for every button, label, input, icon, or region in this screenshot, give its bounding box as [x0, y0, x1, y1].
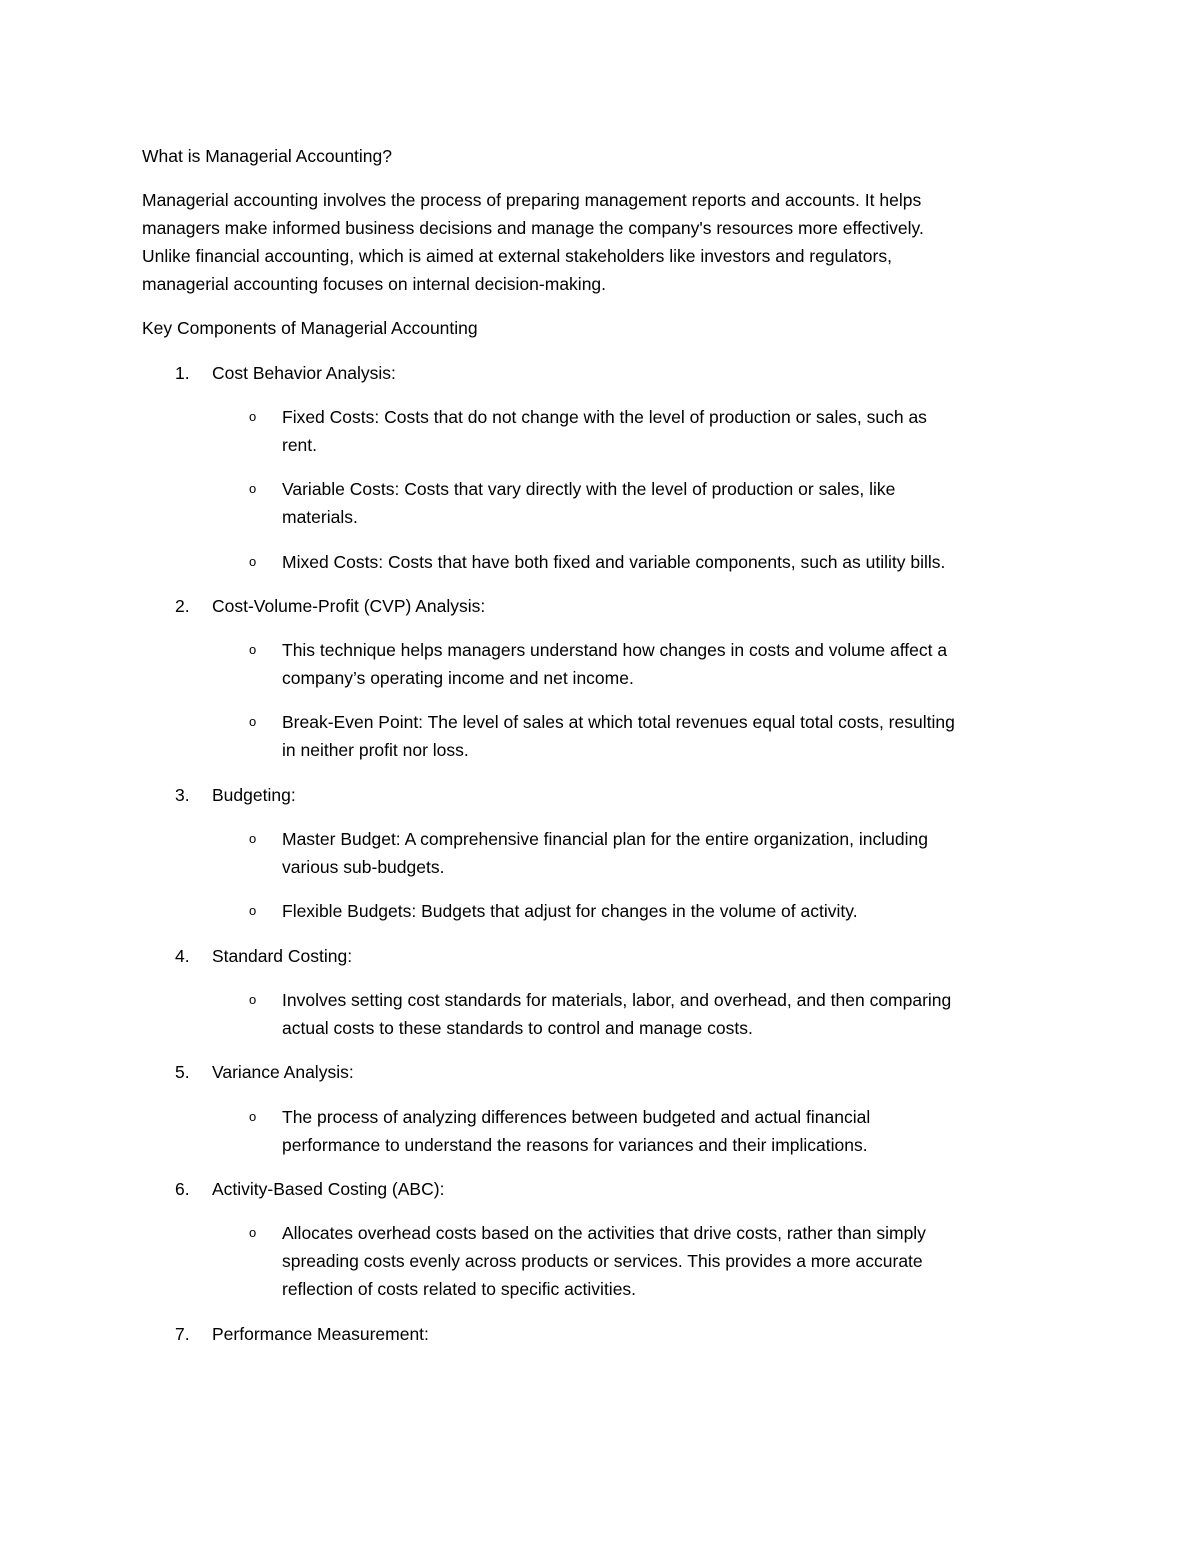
list-number: 7. — [175, 1324, 190, 1344]
sub-item-line: Mixed Costs: Costs that have both fixed and variable components, such as utility bills. — [282, 552, 946, 572]
sub-item-line: performance to understand the reasons for variances and their implications. — [282, 1135, 868, 1155]
list-number: 5. — [175, 1062, 190, 1082]
list-number: 4. — [175, 946, 190, 966]
list-item-label: Cost Behavior Analysis: — [212, 363, 396, 383]
bullet-icon: o — [249, 714, 257, 729]
document-title: What is Managerial Accounting? — [142, 146, 392, 166]
bullet-icon: o — [249, 992, 257, 1007]
section-heading: Key Components of Managerial Accounting — [142, 318, 478, 338]
bullet-icon: o — [249, 481, 257, 496]
bullet-icon: o — [249, 1225, 257, 1240]
list-number: 6. — [175, 1179, 190, 1199]
intro-line: managerial accounting focuses on internal decision-making. — [142, 274, 607, 294]
bullet-icon: o — [249, 409, 257, 424]
sub-item-line: Flexible Budgets: Budgets that adjust for changes in the volume of activity. — [282, 901, 858, 921]
sub-item-line: Break-Even Point: The level of sales at which total revenues equal total costs, resulting — [282, 712, 955, 732]
list-number: 1. — [175, 363, 190, 383]
list-item-label: Activity-Based Costing (ABC): — [212, 1179, 445, 1199]
sub-item-line: Allocates overhead costs based on the activities that drive costs, rather than simply — [282, 1223, 926, 1243]
sub-item-line: reflection of costs related to specific activities. — [282, 1279, 637, 1299]
sub-item-line: Master Budget: A comprehensive financial plan for the entire organization, including — [282, 829, 928, 849]
sub-item-line: spreading costs evenly across products or services. This provides a more accurate — [282, 1251, 923, 1271]
bullet-icon: o — [249, 831, 257, 846]
sub-item-line: actual costs to these standards to control and manage costs. — [282, 1018, 753, 1038]
bullet-icon: o — [249, 642, 257, 657]
intro-line: Unlike financial accounting, which is aimed at external stakeholders like investors and regulators, — [142, 246, 892, 266]
sub-item-line: Fixed Costs: Costs that do not change with the level of production or sales, such as — [282, 407, 927, 427]
sub-item-line: Variable Costs: Costs that vary directly with the level of production or sales, like — [282, 479, 896, 499]
bullet-icon: o — [249, 1109, 257, 1124]
sub-item-line: The process of analyzing differences between budgeted and actual financial — [282, 1107, 871, 1127]
bullet-icon: o — [249, 554, 257, 569]
list-item-label: Performance Measurement: — [212, 1324, 429, 1344]
list-item-label: Variance Analysis: — [212, 1062, 354, 1082]
bullet-icon: o — [249, 903, 257, 918]
list-item-label: Standard Costing: — [212, 946, 353, 966]
sub-item-line: materials. — [282, 507, 358, 527]
list-number: 2. — [175, 596, 190, 616]
sub-item-line: various sub-budgets. — [282, 857, 445, 877]
list-item-label: Budgeting: — [212, 785, 296, 805]
sub-item-line: company’s operating income and net income. — [282, 668, 634, 688]
list-item-label: Cost-Volume-Profit (CVP) Analysis: — [212, 596, 486, 616]
sub-item-line: rent. — [282, 435, 318, 455]
sub-item-line: in neither profit nor loss. — [282, 740, 469, 760]
sub-item-line: Involves setting cost standards for materials, labor, and overhead, and then comparing — [282, 990, 952, 1010]
intro-line: Managerial accounting involves the process of preparing management reports and accounts. It helps — [142, 190, 922, 210]
sub-item-line: This technique helps managers understand how changes in costs and volume affect a — [282, 640, 948, 660]
intro-line: managers make informed business decisions and manage the company's resources more effectively. — [142, 218, 924, 238]
list-number: 3. — [175, 785, 190, 805]
